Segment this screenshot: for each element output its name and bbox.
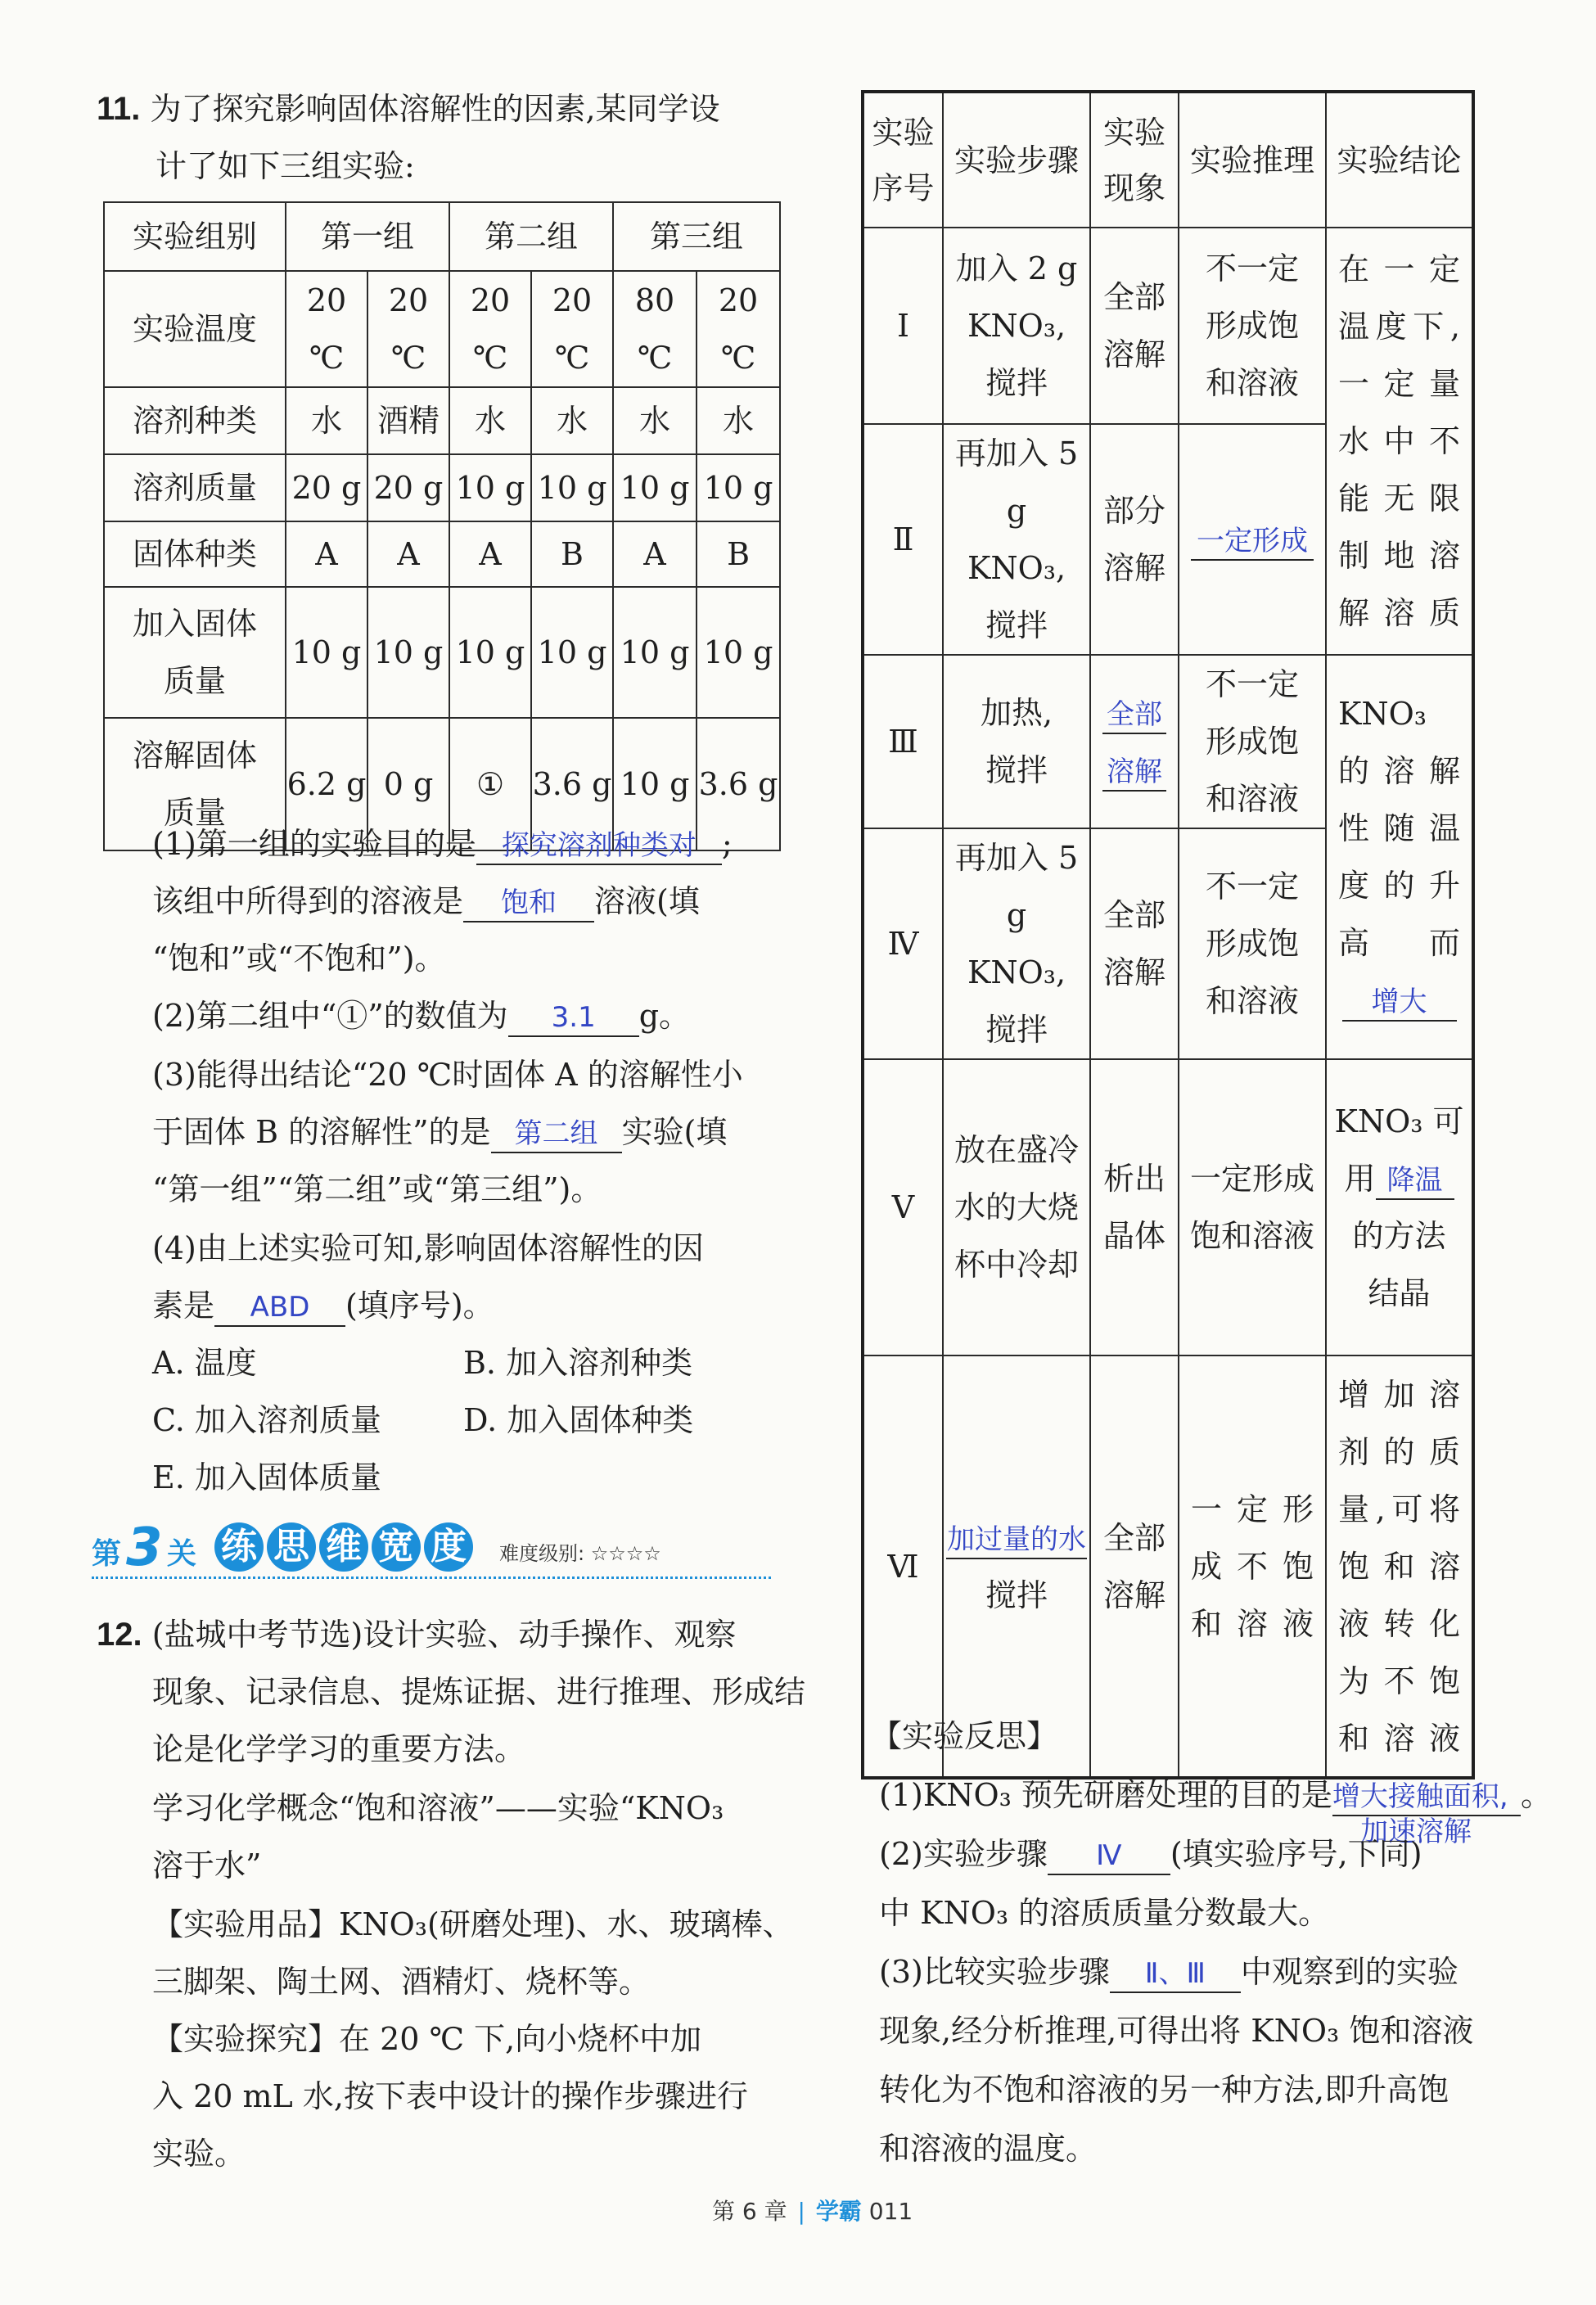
q11-cell: 10 g [531,587,613,718]
exp-conclusion-1 [1326,228,1473,655]
q11-cell: 20 ℃ [531,271,613,387]
exp-id: Ⅱ [863,424,943,655]
q11-p1-line2 [152,873,700,931]
banner-char: 练 [214,1522,264,1572]
exp-reason-line: 和溶液 [1205,983,1299,1019]
banner-title [214,1522,476,1572]
exp-step [943,1059,1090,1355]
q11-row-temp [104,271,780,387]
q11-cell: B [531,521,613,587]
exp-conclusion-line: KNO₃ 可 [1334,1103,1464,1139]
q11-cell: 10 g [697,587,780,718]
q11-table [103,201,781,851]
exp-reasoning [1179,424,1326,655]
exp-conclusion-line: 高而 [1338,925,1460,961]
q11-cell: 10 g [449,454,531,521]
exp-phenomenon [1090,655,1179,828]
q11-cell: 3.6 g [531,718,613,850]
exp-step-line: 搅拌 [985,752,1048,788]
q11-cell: 10 g [613,718,697,850]
q12-line: 论是化学学习的重要方法。 [152,1731,526,1767]
exp-id: Ⅳ [863,828,943,1059]
q11-cell: 20 g [286,454,367,521]
q11-row-group [104,202,780,271]
exp-reason-line: 饱和溶液 [1189,1218,1314,1254]
exp-step-line: 搅拌 [985,1012,1048,1048]
exp-phen-line: 全部 [1102,279,1165,315]
exp-header-row [863,92,1473,228]
q11-p1-text: (1)第一组的实验目的是 [152,826,476,862]
exp-step-line: 搅拌 [985,365,1048,401]
q11-cell: 水 [613,387,697,454]
banner-dotted-line [92,1577,771,1579]
q11-cell: 实验组别 [104,202,286,271]
q11-option-c: C. 加入溶剂质量 [152,1402,381,1438]
q11-cell: 20 ℃ [367,271,449,387]
exp-conclusion-line: 性随温 [1338,810,1460,846]
exp-phen-line: 溶解 [1102,1577,1165,1613]
banner-char: 思 [267,1522,316,1572]
q11-cell: 固体种类 [104,521,286,587]
exp-reason-line: 形成饱 [1205,308,1299,344]
exp-conclusion-line: 能无限 [1338,480,1460,516]
exp-conclusion-line: 饱和溶 [1338,1548,1460,1585]
q11-p1-line3: “饱和”或“不饱和”)。 [152,940,446,977]
exp-reasoning [1179,655,1326,828]
q11-p2-text: (2)第二组中“①”的数值为 [152,998,508,1034]
exp-phen-line: 全部 [1102,897,1165,933]
reflection-r3-text: (3)比较实验步骤 [879,1954,1110,1990]
exp-conclusion-line: 和溶液 [1338,1720,1460,1757]
exp-reason-line: 不一定 [1205,868,1299,904]
q11-cell: ① [449,718,531,850]
q11-p2-answer: 3.1 [508,999,639,1037]
q11-p3-text: 实验(填 [621,1114,728,1150]
exp-header-step: 实验步骤 [943,92,1090,228]
exp-phenomenon [1090,828,1179,1059]
q11-cell: 20 ℃ [449,271,531,387]
exp-reason-line: 和溶液 [1205,365,1299,401]
q11-number: 11. [97,91,141,127]
reflection-r2-line2: 中 KNO₃ 的溶质质量分数最大。 [879,1895,1330,1931]
q11-p3-line3: “第一组”“第二组”或“第三组”)。 [152,1171,602,1207]
q11-cell: 水 [449,387,531,454]
banner-char: 度 [424,1522,473,1572]
exp-reason-line: 不一定 [1205,250,1299,286]
footer-page-number: 011 [868,2198,913,2225]
exp-reasoning [1179,1355,1326,1778]
reflection-r2-answer: Ⅳ [1048,1838,1170,1875]
exp-conclusion-2 [1326,655,1473,1059]
banner-char: 维 [319,1522,368,1572]
q11-row-solvent [104,387,780,454]
q11-p2-unit: g。 [638,998,691,1034]
q11-cell: 实验温度 [104,271,286,387]
q11-label-line: 质量 [163,663,226,699]
q11-cell: A [367,521,449,587]
banner-char: 宽 [372,1522,421,1572]
q11-cell: 10 g [697,454,780,521]
reflection-r1-answer2: 加速溶解 [1360,1816,1472,1848]
q12-line: 【实验探究】在 20 ℃ 下,向小烧杯中加 [152,2021,702,2057]
exp-id: Ⅲ [863,655,943,828]
exp-step-line: 水的大烧 [954,1189,1079,1225]
exp-conclusion-answer: 增大 [1342,984,1457,1022]
q11-p3-text: 于固体 B 的溶解性”的是 [152,1114,491,1150]
exp-conclusion-line: KNO₃ [1338,696,1427,732]
exp-step-line: 加热, [980,695,1053,731]
q12-line: 学习化学概念“饱和溶液”——实验“KNO₃ [152,1790,724,1826]
q11-option-d: D. 加入固体种类 [463,1402,694,1438]
exp-conclusion-line: 增加溶 [1338,1376,1460,1413]
q11-cell: 10 g [286,587,367,718]
exp-id: Ⅰ [863,228,943,424]
exp-conclusion-answer-wrap [1338,972,1460,1029]
footer-brand: 学霸 [815,2198,862,2225]
exp-phen-line: 部分 [1102,493,1165,529]
exp-phen-line: 析出 [1102,1161,1165,1197]
q12-line: 三脚架、陶土网、酒精灯、烧杯等。 [152,1964,651,2000]
exp-step-line: 再加入 5 g [954,840,1079,933]
q11-cell: 10 g [613,587,697,718]
q12-number: 12. [97,1617,142,1653]
exp-phen-line: 晶体 [1102,1218,1165,1254]
reflection-r2-line1 [879,1825,1422,1883]
q11-cell: 10 g [449,587,531,718]
exp-conclusion-4 [1326,1355,1473,1778]
reflection-r3-line3: 转化为不饱和溶液的另一种方法,即升高饱 [879,2072,1449,2108]
exp-conclusion-line: 的溶解 [1338,753,1460,789]
exp-header-text: 实验现象 [1102,114,1165,206]
exp-header-phenomenon [1090,92,1179,228]
q11-p4-answer: ABD [214,1289,345,1327]
q11-option-e: E. 加入固体质量 [152,1459,381,1495]
q12-line: 【实验用品】KNO₃(研磨处理)、水、玻璃棒、 [152,1906,794,1942]
exp-conclusion-line: 结晶 [1368,1275,1431,1311]
banner-number: 3 [126,1518,163,1578]
q11-cell: 水 [286,387,367,454]
q11-option-a: A. 温度 [152,1345,257,1381]
exp-reasoning-answer: 一定形成 [1191,523,1314,561]
q11-cell: 10 g [531,454,613,521]
exp-conclusion-line: 解溶质 [1338,595,1460,631]
q11-p1-text: 该组中所得到的溶液是 [152,883,464,919]
q11-row-solid-type [104,521,780,587]
exp-row-3 [863,655,1473,828]
exp-step [943,228,1090,424]
exp-id: Ⅵ [863,1355,943,1778]
q11-cell: A [613,521,697,587]
exp-id: Ⅴ [863,1059,943,1355]
reflection-r3-answer: Ⅱ、Ⅲ [1110,1955,1241,1993]
exp-reason-line: 形成饱 [1205,724,1299,760]
q11-cell: 3.6 g [697,718,780,850]
q11-cell: 第三组 [613,202,780,271]
q11-cell: 10 g [613,454,697,521]
exp-step-line: KNO₃, [967,550,1066,586]
q11-cell: 80 ℃ [613,271,697,387]
q11-label-line: 质量 [163,795,226,831]
exp-step-line: 搅拌 [985,607,1048,643]
exp-step-line: KNO₃, [967,308,1066,344]
reflection-r1-period: 。 [1520,1777,1552,1813]
q11-cell: 水 [697,387,780,454]
exp-conclusion-line: 温度下, [1338,309,1460,345]
exp-reason-line: 一定形 [1191,1491,1314,1527]
q12-line: 溶于水” [152,1847,262,1883]
q11-p1-answer1: 探究溶剂种类对 [476,828,722,865]
difficulty-rating: 难度级别: ☆☆☆☆ [499,1542,661,1565]
exp-conclusion-line: 水中不 [1338,423,1460,459]
q11-p4-text: (填序号)。 [345,1288,494,1324]
exp-phen-answer: 全部 [1102,697,1166,734]
q11-p1-line1 [152,815,733,873]
exp-phen-line: 全部 [1102,1519,1165,1556]
exp-conclusion-line: 量,可将 [1338,1491,1460,1527]
q11-cell: 20 ℃ [286,271,367,387]
reflection-title: 【实验反思】 [871,1718,1058,1754]
q11-cell: 0 g [367,718,449,850]
exp-step-line: 加入 2 g [955,250,1078,286]
exp-step-line: 搅拌 [985,1577,1048,1613]
q11-cell: B [697,521,780,587]
exp-reason-line: 和溶液 [1205,781,1299,817]
q11-p4-line2 [152,1277,494,1335]
exp-reasoning [1179,228,1326,424]
exp-header-text: 实验序号 [872,114,935,206]
q11-cell: 酒精 [367,387,449,454]
reflection-r3-text: 中观察到的实验 [1240,1954,1458,1990]
reflection-r3-line2: 现象,经分析推理,可得出将 KNO₃ 饱和溶液 [879,2013,1474,2049]
level-banner [92,1518,771,1586]
q11-cell: 20 g [367,454,449,521]
exp-reason-line: 形成饱 [1205,926,1299,962]
q11-cell: A [286,521,367,587]
exp-phenomenon [1090,228,1179,424]
exp-conclusion-line: 制地溶 [1338,538,1460,574]
exp-phenomenon [1090,1059,1179,1355]
q11-cell: 6.2 g [286,718,367,850]
reflection-r2-text: (填实验序号,下同) [1170,1836,1422,1872]
q12-line: 实验。 [152,2136,246,2172]
page-footer [712,2194,913,2226]
q11-row-added-mass [104,587,780,718]
q11-p1-answer2: 饱和 [463,885,594,922]
banner-suffix: 关 [167,1537,197,1571]
q11-option-b: B. 加入溶剂种类 [463,1345,693,1381]
exp-step-line: KNO₃, [967,954,1066,990]
exp-header-id [863,92,943,228]
exp-step [943,424,1090,655]
q11-p3-line2 [152,1103,727,1162]
exp-phen-answer: 溶解 [1102,754,1166,792]
q11-cell: A [449,521,531,587]
exp-conclusion-line: 一定量 [1338,366,1460,402]
q11-p3-answer: 第二组 [491,1116,622,1153]
q11-cell: 溶剂质量 [104,454,286,521]
banner-prefix: 第 [92,1537,122,1571]
exp-reason-line: 不一定 [1205,666,1299,702]
exp-reasoning [1179,828,1326,1059]
exp-conclusion-line: 剂的质 [1338,1433,1460,1470]
exp-row-5 [863,1059,1473,1355]
q11-intro-line1 [97,80,720,138]
exp-conclusion-line: 在一定 [1338,251,1460,287]
exp-header-reasoning: 实验推理 [1179,92,1326,228]
exp-phen-line: 溶解 [1102,550,1165,586]
exp-conclusion-3 [1326,1059,1473,1355]
q11-cell: 10 g [367,587,449,718]
q12-text: (盐城中考节选)设计实验、动手操作、观察 [151,1617,737,1653]
exp-phen-line: 溶解 [1102,336,1165,372]
q11-label-line: 加入固体 [132,606,257,642]
q11-p3-line1: (3)能得出结论“20 ℃时固体 A 的溶解性小 [152,1057,743,1093]
exp-phenomenon [1090,1355,1179,1778]
q12-line: 入 20 mL 水,按下表中设计的操作步骤进行 [152,2078,748,2114]
q11-intro-line2: 计了如下三组实验: [156,148,415,184]
exp-phenomenon [1090,424,1179,655]
exp-conclusion-answer: 降温 [1376,1162,1454,1200]
exp-conclusion-line: 的方法 [1352,1218,1446,1254]
reflection-r3-line4: 和溶液的温度。 [879,2131,1098,2167]
q11-cell: 第一组 [286,202,449,271]
q11-p1-semicolon: ; [721,826,733,862]
footer-chapter: 第 6 章 [712,2198,787,2225]
q11-label-line: 溶解固体 [132,738,257,774]
q11-cell: 第二组 [449,202,613,271]
exp-header-conclusion: 实验结论 [1326,92,1473,228]
exp-conclusion-line: 度的升 [1338,868,1460,904]
q11-p4-text: 素是 [152,1288,215,1324]
exp-phen-line: 溶解 [1102,954,1165,990]
exp-conclusion-line [1327,1150,1472,1207]
exp-step-answer: 加过量的水 [946,1522,1087,1559]
reflection-r3-line1 [879,1943,1458,2001]
reflection-r2-text: (2)实验步骤 [879,1836,1048,1872]
exp-row-1 [863,228,1473,424]
q11-cell: 水 [531,387,613,454]
exp-step-line: 再加入 5 g [954,435,1079,529]
exp-reasoning [1179,1059,1326,1355]
q12-line1 [97,1606,736,1664]
exp-step-line: 放在盛冷 [954,1132,1079,1168]
q11-p4-line1: (4)由上述实验可知,影响固体溶解性的因 [152,1230,704,1266]
q11-p1-text: 溶液(填 [594,883,700,919]
exp-step-line: 杯中冷却 [954,1247,1079,1283]
exp-reason-line: 和溶液 [1191,1605,1314,1642]
q12-line: 现象、记录信息、提炼证据、进行推理、形成结 [152,1674,806,1710]
exp-conclusion-line: 液转化 [1338,1605,1460,1642]
exp-reason-line: 成不饱 [1191,1548,1314,1585]
q11-cell [104,587,286,718]
q11-cell: 溶剂种类 [104,387,286,454]
experiment-table [861,90,1475,1779]
q11-p2-line [152,987,690,1045]
exp-step [943,655,1090,828]
exp-reason-line: 一定形成 [1189,1161,1314,1197]
q11-intro-text: 为了探究影响固体溶解性的因素,某同学设 [150,91,720,127]
footer-separator: | [797,2198,805,2225]
exp-step [943,828,1090,1059]
reflection-r1-text: (1)KNO₃ 预先研磨处理的目的是 [879,1777,1332,1813]
exp-conclusion-text: 用 [1344,1161,1376,1197]
q11-cell: 20 ℃ [697,271,780,387]
exp-conclusion-line: 为不饱 [1338,1662,1460,1699]
q11-row-solvent-mass [104,454,780,521]
reflection-r1-answer: 增大接触面积, [1332,1779,1521,1816]
